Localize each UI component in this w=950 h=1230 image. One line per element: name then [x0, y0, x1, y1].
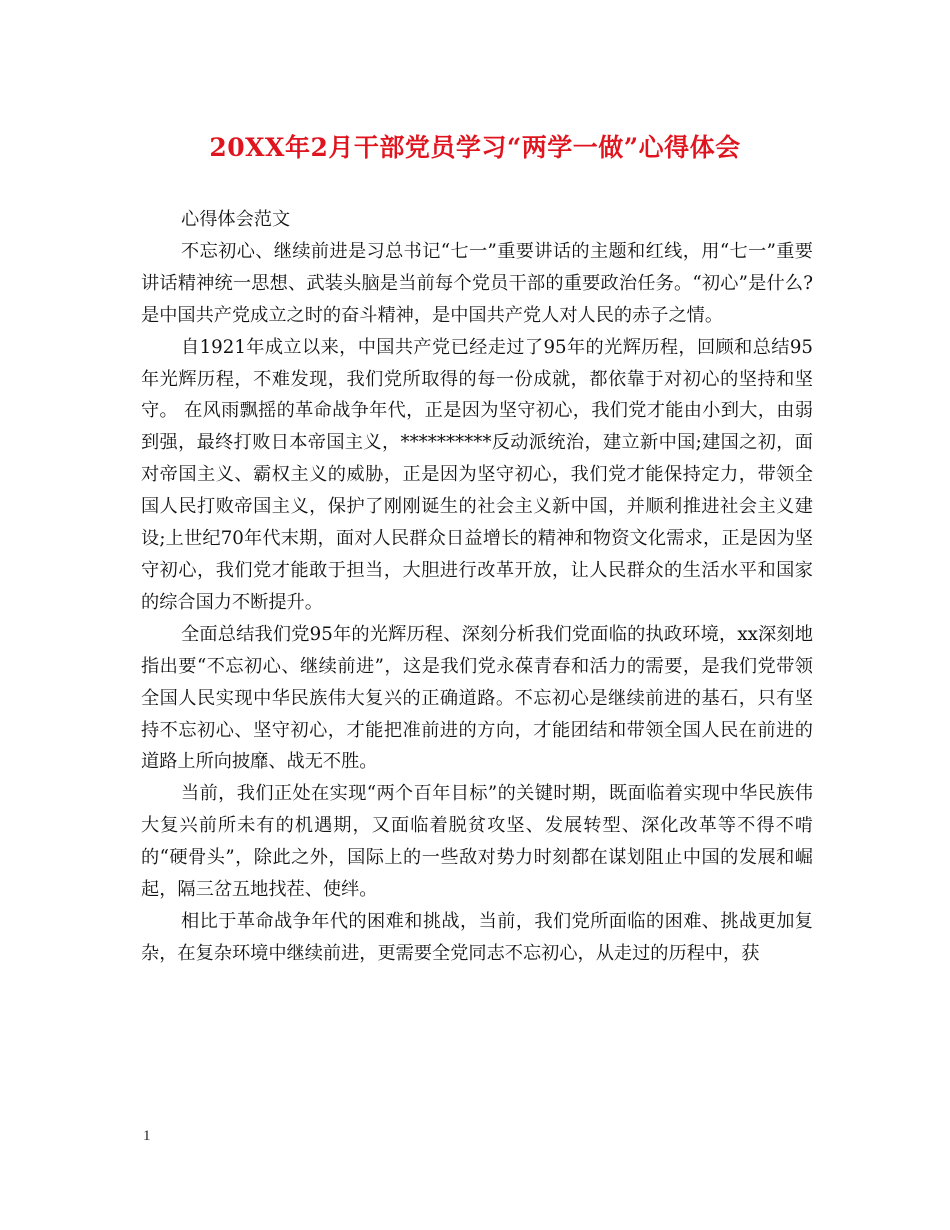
paragraph-3: 全面总结我们党95年的光辉历程、深刻分析我们党面临的执政环境，xx深刻地指出要“不忘初心、继续前进”，这是我们党永葆青春和活力的需要，是我们党带领全国人民实现中华民族伟大复兴的正确道路。不忘初心是继续前进的基石，只有坚持不忘初心、坚守初心，才能把准前进的方向，才能团结和带领全国人民在前进的道路上所向披靡、战无不胜。 — [141, 623, 813, 773]
paragraph-5: 相比于革命战争年代的困难和挑战，当前，我们党所面临的困难、挑战更加复杂，在复杂环境中继续前进，更需要全党同志不忘初心，从走过的历程中，获 — [141, 910, 813, 964]
paragraph-4: 当前，我们正处在实现“两个百年目标”的关键时期，既面临着实现中华民族伟大复兴前所未有的机遇期，又面临着脱贫攻坚、发展转型、深化改革等不得不啃的“硬骨头”，除此之外，国际上的一些敌对势力时刻都在谋划阻止中国的发展和崛起，隔三岔五地找茬、使绊。 — [141, 783, 813, 901]
page-number: 1 — [143, 1128, 151, 1144]
document-body — [141, 204, 813, 970]
paragraph-2: 自1921年成立以来，中国共产党已经走过了95年的光辉历程，回顾和总结95年光辉历程，不难发现，我们党所取得的每一份成就，都依靠于对初心的坚持和坚守。 在风雨飘摇的革命战争年代，正是因为坚守初心，我们党才能由小到大，由弱到强，最终打败日本帝国主义，**********反动派统治，建立新中国;建国之初，面对帝国主义、霸权主义的威胁，正是因为坚守初心，我们党才能保持定力，带领全国人民打败帝国主义，保护了刚刚诞生的社会主义新中国，并顺利推进社会主义建设;上世纪70年代末期，面对人民群众日益增长的精神和物资文化需求，正是因为坚守初心，我们党才能敢于担当，大胆进行改革开放，让人民群众的生活水平和国家的综合国力不断提升。 — [141, 336, 813, 613]
paragraph-subtitle: 心得体会范文 — [181, 209, 291, 230]
paragraph-1: 不忘初心、继续前进是习总书记“七一”重要讲话的主题和红线，用“七一”重要讲话精神统一思想、武装头脑是当前每个党员干部的重要政治任务。“初心”是什么?是中国共产党成立之时的奋斗精神，是中国共产党人对人民的赤子之情。 — [141, 240, 813, 326]
document-title: 20XX年2月干部党员学习“两学一做”心得体会 — [209, 133, 741, 162]
